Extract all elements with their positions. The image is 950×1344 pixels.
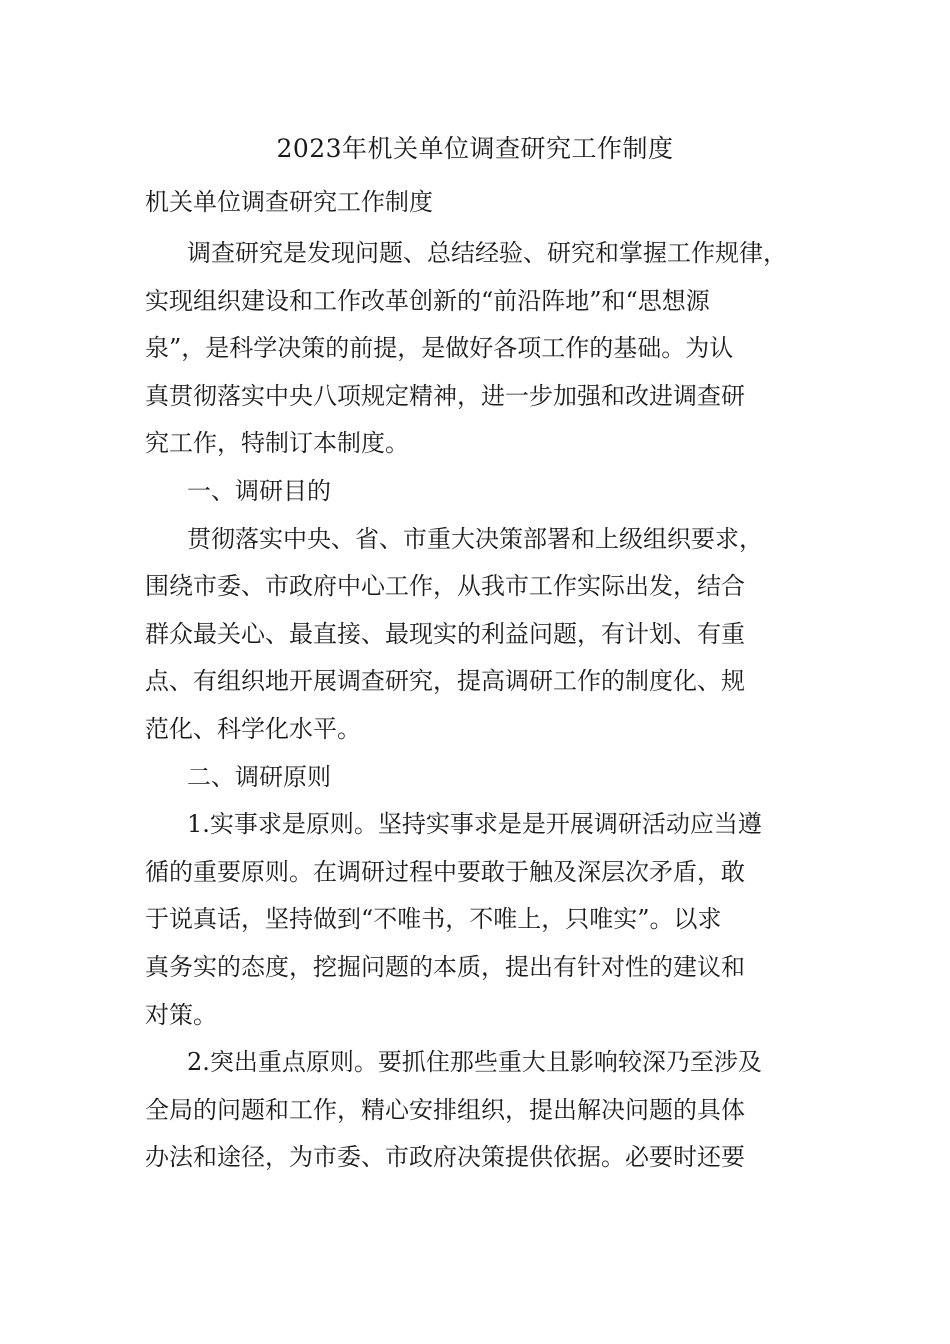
body-line: 实现组织建设和工作改革创新的“前沿阵地”和“思想源 (145, 286, 710, 315)
body-line: 范化、科学化水平。 (145, 714, 361, 743)
body-line: 2.突出重点原则。要抓住那些重大且影响较深乃至涉及 (187, 1048, 762, 1077)
body-line: 泉”，是科学决策的前提，是做好各项工作的基础。为认 (145, 334, 734, 363)
section-heading: 一、调研目的 (187, 476, 331, 505)
document-body (145, 230, 835, 1182)
section-heading: 二、调研原则 (187, 762, 331, 791)
body-line: 围绕市委、市政府中心工作，从我市工作实际出发，结合 (145, 572, 745, 601)
body-line: 群众最关心、最直接、最现实的利益问题，有计划、有重 (145, 619, 745, 648)
body-line: 真贯彻落实中央八项规定精神，进一步加强和改进调查研 (145, 381, 745, 410)
body-line: 究工作，特制订本制度。 (145, 429, 409, 458)
body-line: 循的重要原则。在调研过程中要敢于触及深层次矛盾，敢 (145, 857, 745, 886)
body-line: 点、有组织地开展调查研究，提高调研工作的制度化、规 (145, 667, 745, 696)
body-line: 对策。 (145, 1000, 217, 1029)
document-subtitle: 机关单位调查研究工作制度 (145, 188, 433, 216)
body-line: 于说真话，坚持做到“不唯书，不唯上，只唯实”。以求 (145, 905, 722, 934)
body-line: 全局的问题和工作，精心安排组织，提出解决问题的具体 (145, 1095, 745, 1124)
body-line: 贯彻落实中央、省、市重大决策部署和上级组织要求， (187, 524, 763, 553)
body-line: 真务实的态度，挖掘问题的本质，提出有针对性的建议和 (145, 952, 745, 981)
body-line: 办法和途径，为市委、市政府决策提供依据。必要时还要 (145, 1143, 745, 1172)
body-line: 调查研究是发现问题、总结经验、研究和掌握工作规律， (187, 239, 787, 267)
body-line: 1.实事求是原则。坚持实事求是是开展调研活动应当遵 (187, 810, 762, 839)
document-title: 2023年机关单位调查研究工作制度 (276, 134, 674, 163)
